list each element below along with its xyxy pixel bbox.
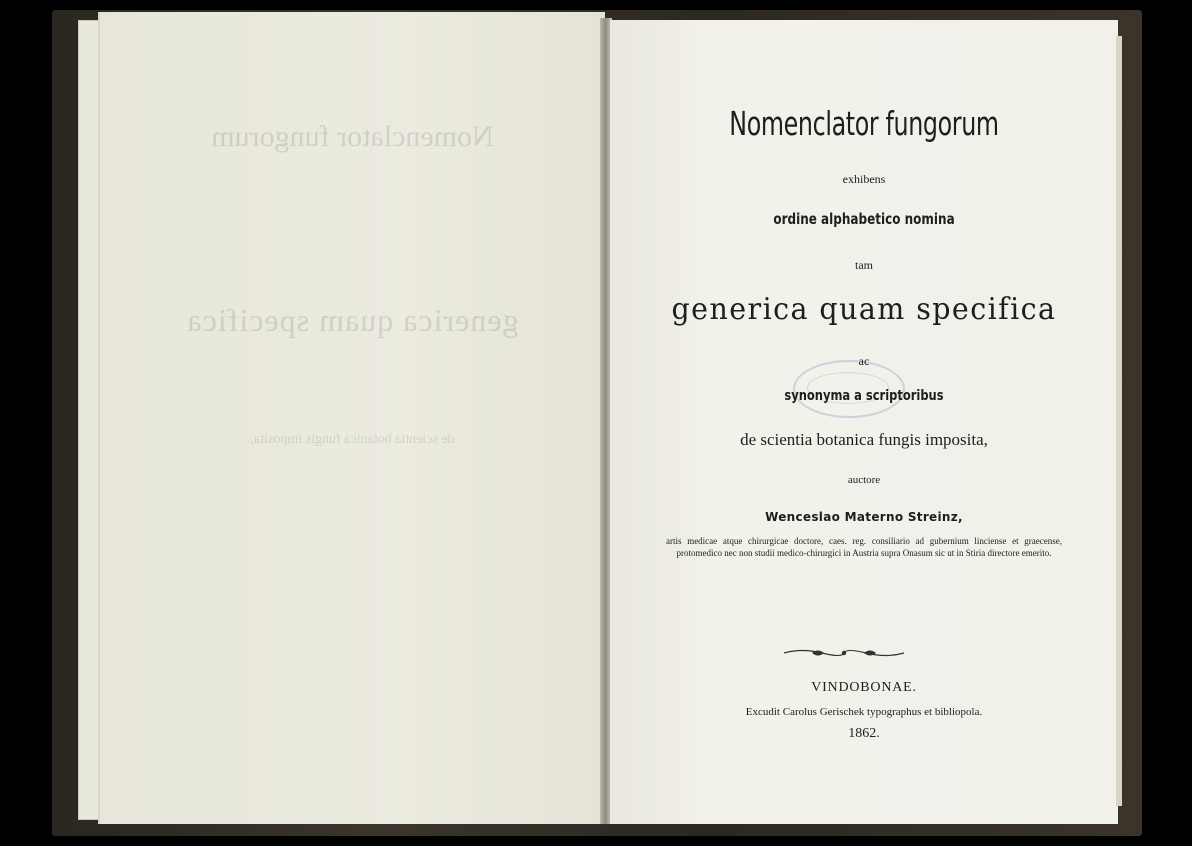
exhibens-line: exhibens [842,172,886,186]
author-credentials: artis medicae atque chirurgicae doctore, caes. reg. consiliario ad gubernium linciense et graecense, protomedico nec non studii medico-chirurgici in Austria supra Onasum sic ut in Stiria directore emerito. [666,536,1062,558]
imprint-year: 1862. [848,726,880,741]
synonyma-line: synonyma a scriptoribus [784,388,944,404]
title-page [610,20,1118,824]
imprint-city: VINDOBONAE. [811,680,917,695]
ac-line: ac [858,354,870,368]
generica-line: generica quam specifica [671,292,1057,327]
auctore-line: auctore [847,474,881,486]
imprint-printer: Excudit Carolus Gerischek typographus et bibliopola. [745,706,983,718]
ordine-line: ordine alphabetico nomina [773,210,955,228]
de-scientia-line: de scientia botanica fungis imposita, [740,430,988,449]
left-page-bleed-through [100,12,605,824]
tam-line: tam [855,258,873,272]
ghost-de-scientia: de scientia botanica fungis imposita, [250,432,455,447]
author-name: Wenceslao Materno Streinz, [765,510,963,524]
ornament-divider [782,646,906,660]
ghost-generica: generica quam specifica [186,302,519,338]
ghost-title: Nomenclator fungorum [211,120,494,153]
book-title: Nomenclator fungorum [729,104,999,143]
